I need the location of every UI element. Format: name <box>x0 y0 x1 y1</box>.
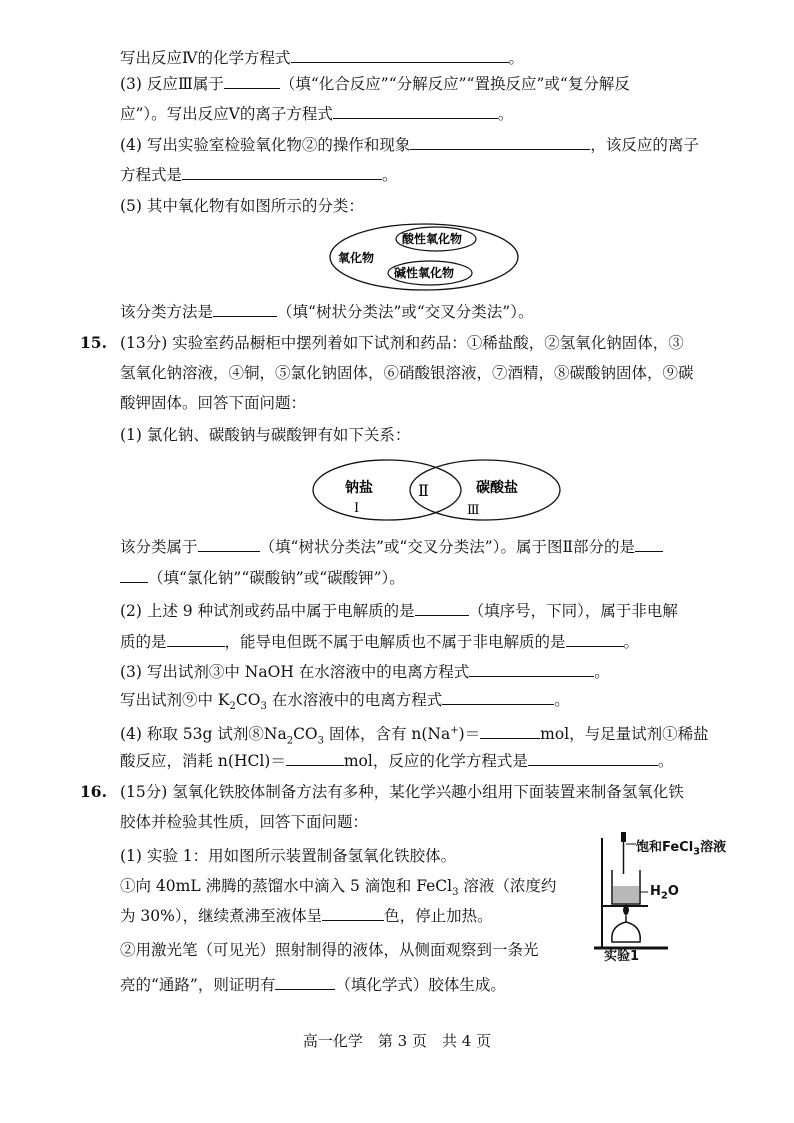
text: 。 <box>497 105 514 123</box>
text: 。 <box>657 752 674 770</box>
answer-blank[interactable] <box>167 632 225 647</box>
text: (3) 反应Ⅲ属于 <box>120 75 224 93</box>
oxide-label: 氧化物 <box>338 251 375 265</box>
q14-line-5 <box>120 165 740 185</box>
text: 在水溶液中的电离方程式 <box>266 691 443 709</box>
text: ①向 40mL 沸腾的蒸馏水中滴入 5 滴饱和 FeCl <box>120 877 453 895</box>
text: (4) 写出实验室检验氧化物②的操作和现象 <box>120 136 411 154</box>
dropper-bulb <box>621 832 626 842</box>
q16-line-5 <box>120 906 580 926</box>
text: (5) 其中氧化物有如图所示的分类： <box>120 197 364 215</box>
subscript: 2 <box>286 735 294 747</box>
text: 写出反应Ⅳ的化学方程式 <box>120 49 291 67</box>
subscript: 3 <box>693 846 701 858</box>
text: （填“氯化钠”“碳酸钠”或“碳酸钾”）。 <box>148 569 405 587</box>
text: 亮的“通路”，则证明有 <box>120 976 276 994</box>
q15-line-9 <box>120 662 740 682</box>
venn-right-number: Ⅲ <box>467 503 480 518</box>
q15-line-10 <box>120 690 740 717</box>
subscript: 3 <box>452 887 459 899</box>
q16-line-4 <box>120 876 580 903</box>
subscript: 3 <box>260 701 267 713</box>
q15-line-5 <box>120 537 740 557</box>
q14-line-1 <box>120 48 740 68</box>
answer-blank[interactable] <box>410 135 590 150</box>
text: 溶液（浓度约 <box>458 877 557 895</box>
text: （填序号，下同），属于非电解 <box>468 602 678 620</box>
q15-line-4 <box>120 425 740 445</box>
answer-blank[interactable] <box>213 302 277 317</box>
alcohol-lamp <box>612 922 640 942</box>
q14-line-3 <box>120 104 740 124</box>
answer-blank[interactable] <box>322 906 384 921</box>
answer-blank[interactable] <box>469 662 594 677</box>
text: O <box>667 884 679 899</box>
text: H <box>650 884 661 899</box>
q14-line-4 <box>120 135 740 155</box>
text: 固体，含有 n(Na <box>324 725 451 744</box>
text: CO <box>293 725 318 744</box>
q15-line-7 <box>120 601 740 621</box>
answer-blank[interactable] <box>635 537 663 552</box>
text: 酸钾固体。回答下面问题： <box>120 394 307 412</box>
q16-line-1 <box>120 782 740 802</box>
q14-line-7 <box>120 302 740 322</box>
q15-line-8 <box>120 632 740 652</box>
q15-line-11 <box>120 721 740 751</box>
fecl3-label <box>636 836 726 858</box>
acidic-oxide-label: 酸性氧化物 <box>402 232 463 246</box>
q15-line-12 <box>120 751 740 771</box>
water-label <box>650 884 679 902</box>
question-number-16: 16. <box>80 782 107 801</box>
q14-line-6 <box>120 196 740 216</box>
q15-line-1 <box>120 333 740 353</box>
text: mol，反应的化学方程式是 <box>343 752 528 770</box>
text: 。 <box>594 663 610 681</box>
text: （填化学式）胶体生成。 <box>335 976 506 994</box>
text: )＝ <box>458 725 481 744</box>
text: (3) 写出试剂③中 NaOH 在水溶液中的电离方程式 <box>120 663 470 681</box>
q15-line-3 <box>120 393 740 413</box>
venn-left-label: 钠盐 <box>345 480 373 496</box>
answer-blank[interactable] <box>480 724 540 739</box>
venn-right-label: 碳酸盐 <box>476 480 518 496</box>
text: 写出试剂⑨中 K <box>120 691 230 709</box>
text: 饱和FeCl <box>636 840 694 855</box>
sodium-salt-ellipse <box>313 460 461 520</box>
text: ②用激光笔（可见光）照射制得的液体，从侧面观察到一条光 <box>120 941 539 959</box>
salt-venn-diagram <box>312 458 562 522</box>
answer-blank[interactable] <box>224 74 280 89</box>
page-footer: 高一化学 第 3 页 共 4 页 <box>302 1032 492 1050</box>
superscript: + <box>450 725 459 736</box>
answer-blank[interactable] <box>566 632 624 647</box>
text: 。 <box>623 633 640 651</box>
basic-oxide-label: 碱性氧化物 <box>394 266 455 280</box>
answer-blank[interactable] <box>275 975 335 990</box>
text: 方程式是 <box>120 166 183 184</box>
water <box>613 886 639 903</box>
answer-blank[interactable] <box>286 751 344 766</box>
text: ，能导电但既不属于电解质也不属于非电解质的是 <box>224 633 566 651</box>
text: 色，停止加热。 <box>384 907 493 925</box>
text: 该分类属于 <box>120 538 198 556</box>
q14-line-2 <box>120 74 740 94</box>
text: 酸反应，消耗 n(HCl)＝ <box>120 752 286 770</box>
q16-line-7 <box>120 975 580 995</box>
text: 。 <box>554 691 570 709</box>
answer-blank[interactable] <box>442 690 554 705</box>
text: 为 30%），继续煮沸至液体呈 <box>120 907 323 925</box>
subscript: 2 <box>660 890 668 902</box>
text: ，该反应的离子 <box>590 136 699 154</box>
answer-blank[interactable] <box>182 165 382 180</box>
text: 胶体并检验其性质，回答下面问题： <box>120 813 369 831</box>
text: （填“树状分类法”或“交叉分类法”）。属于图Ⅱ部分的是 <box>259 538 635 556</box>
text: (1) 氯化钠、碳酸钠与碳酸钾有如下关系： <box>120 426 411 444</box>
q15-line-2 <box>120 363 740 383</box>
text: 。 <box>508 49 525 67</box>
answer-blank[interactable] <box>415 601 469 616</box>
text: （填“化合反应”“分解反应”“置换反应”或“复分解反 <box>279 75 630 93</box>
text: (2) 上述 9 种试剂或药品中属于电解质的是 <box>120 602 415 620</box>
text: （填“树状分类法”或“交叉分类法”）。 <box>277 303 534 321</box>
answer-blank[interactable] <box>333 104 498 119</box>
text: 质的是 <box>120 633 167 651</box>
text: 该分类方法是 <box>120 303 214 321</box>
text: 溶液 <box>700 840 727 855</box>
oxide-classification-diagram <box>328 222 520 292</box>
q16-line-6 <box>120 940 580 960</box>
q16-line-2 <box>120 812 740 832</box>
q15-line-6 <box>120 568 740 588</box>
venn-middle-label: Ⅱ <box>418 481 429 500</box>
text: (15分) 氢氧化铁胶体制备方法有多种，某化学兴趣小组用下面装置来制备氢氧化铁 <box>120 783 684 801</box>
text: (13分) 实验室药品橱柜中摆列着如下试剂和药品：①稀盐酸，②氢氧化钠固体，③ <box>120 334 684 352</box>
text: 氢氧化钠溶液，④铜，⑤氯化钠固体，⑥硝酸银溶液，⑦酒精，⑧碳酸钠固体，⑨碳 <box>120 364 694 382</box>
text: CO <box>235 691 261 709</box>
text: 。 <box>382 166 398 184</box>
answer-blank[interactable] <box>528 751 658 766</box>
text: mol，与足量试剂①稀盐 <box>540 725 709 744</box>
venn-left-number: Ⅰ <box>354 501 360 516</box>
answer-blank[interactable] <box>291 48 509 63</box>
text: (4) 称取 53g 试剂⑧Na <box>120 725 287 744</box>
answer-blank[interactable] <box>198 537 260 552</box>
text: (1) 实验 1：用如图所示装置制备氢氧化铁胶体。 <box>120 847 457 865</box>
text: 应”）。写出反应Ⅴ的离子方程式 <box>120 105 333 123</box>
experiment-caption: 实验1 <box>604 949 640 964</box>
question-number-15: 15. <box>80 333 107 352</box>
subscript: 3 <box>317 735 325 747</box>
subscript: 2 <box>229 701 236 713</box>
answer-blank[interactable] <box>120 568 148 583</box>
